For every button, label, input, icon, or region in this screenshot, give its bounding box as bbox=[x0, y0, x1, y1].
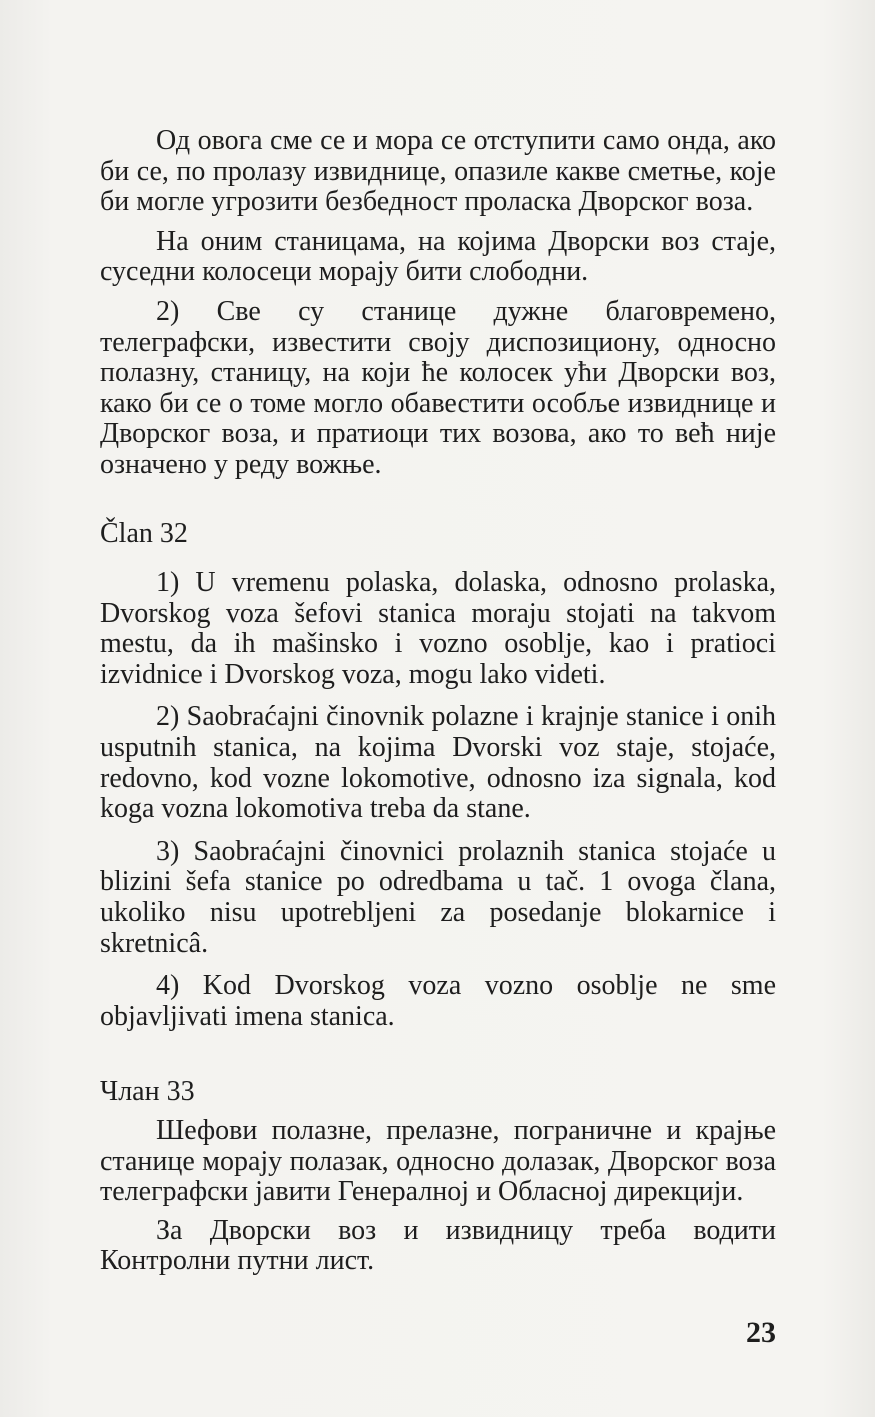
paragraph-top-3: 2) Све су станице дужне благовремено, телеграфски, известити своју диспозициону, односно полазну, станицу, на који ће колосек ући Дворски воз, како би се о томе могло обавестити особље извиднице и Дворског воза, и пратиоци тих возова, ако то већ није означено у реду вожње. bbox=[100, 295, 776, 480]
article-32-paragraph-3: 3) Saobraćajni činovnici prolaznih stanica stojaće u blizini šefa stanice po odredbama u tač. 1 ovoga člana, ukoliko nisu upotrebljeni za posedanje blokarnice i skretnicâ. bbox=[100, 835, 776, 959]
article-32-paragraph-2: 2) Saobraćajni činovnik polazne i krajnje stanice i onih usputnih stanica, na kojima Dvorski voz staje, stojaće, redovno, kod vozne lokomotive, odnosno iza signala, kod koga vozna lokomotiva treba da stane. bbox=[100, 701, 776, 825]
article-33-heading: Члан 33 bbox=[100, 1076, 195, 1107]
article-32-paragraph-1: 1) U vremenu polaska, dolaska, odnosno prolaska, Dvorskog voza šefovi stanica moraju stojati na takvom mestu, da ih mašinsko i vozno osoblje, kao i pratioci izvidnice i Dvorskog voza, mogu lako videti. bbox=[100, 567, 776, 690]
text-section-top bbox=[100, 126, 776, 481]
article-32 bbox=[100, 519, 776, 1032]
paragraph-top-1: Од овога сме се и мора се отступити само онда, ако би се, по пролазу извиднице, опазиле какве сметње, које би могле угрозити безбедност пролаcка Дворског воза. bbox=[100, 125, 776, 218]
article-33-paragraph-1: Шефови полазне, прелазне, пограничне и крајње станице морају полазак, односно долазак, Дворског воза телеграфски јавити Генералној и Обласној дирекцији. bbox=[100, 1115, 776, 1208]
paragraph-top-2: На оним станицама, на којима Дворски воз стаје, суседни колосеци морају бити слободни. bbox=[100, 225, 776, 288]
article-33 bbox=[100, 1077, 776, 1277]
article-32-paragraph-4: 4) Kod Dvorskog voza vozno osoblje ne sme objavljivati imena stanica. bbox=[100, 970, 776, 1032]
article-33-paragraph-2: За Дворски воз и извидницу треба водити Контролни путни лист. bbox=[100, 1214, 776, 1277]
page-number: 23 bbox=[746, 1316, 776, 1349]
article-32-heading: Član 32 bbox=[100, 518, 188, 549]
